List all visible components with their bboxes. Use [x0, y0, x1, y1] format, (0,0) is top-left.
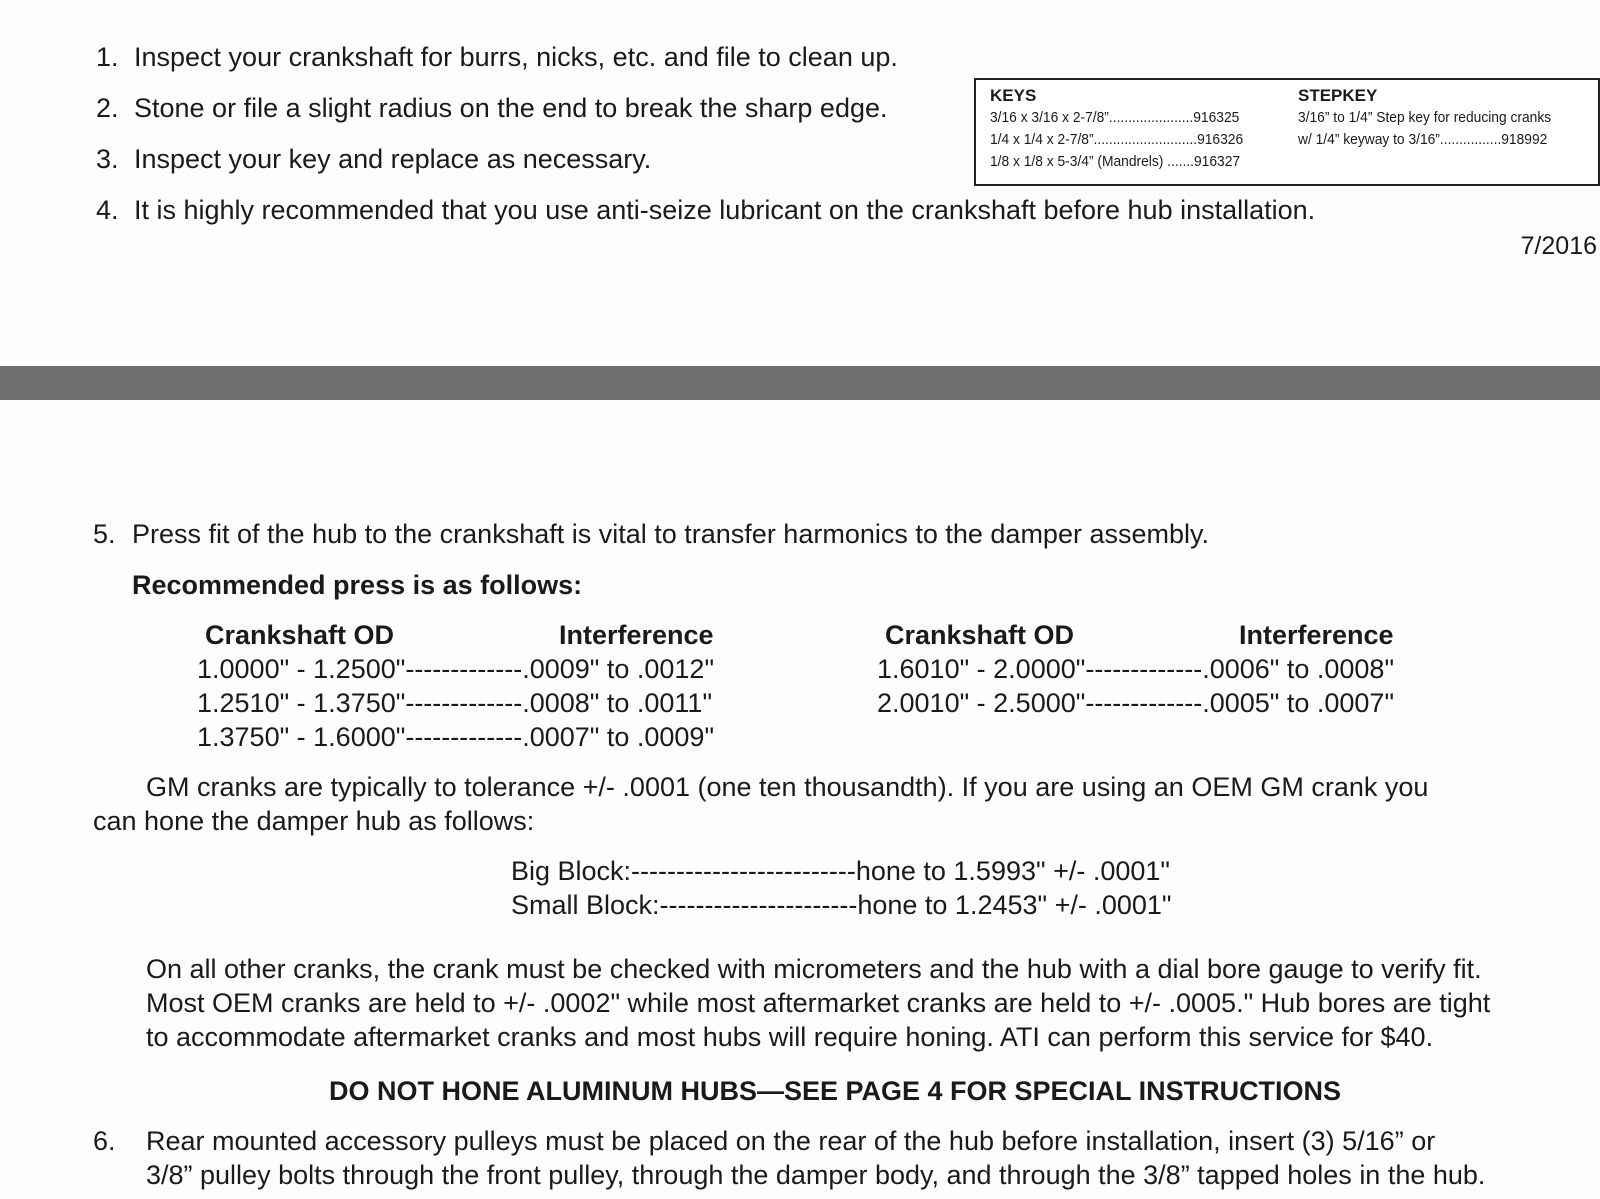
step-number: 2.: [96, 93, 119, 123]
column-header-interference: Interference: [1239, 620, 1394, 650]
step-text: Inspect your key and replace as necessary.: [134, 144, 652, 174]
key-part-row: 3/16 x 3/16 x 2-7/8”......................916325: [990, 109, 1240, 126]
step-number: 3.: [96, 144, 119, 174]
keys-part-box: [974, 78, 1600, 186]
paragraph-line: On all other cranks, the crank must be checked with micrometers and the hub with a dial bore gauge to verify fit.: [146, 954, 1482, 984]
press-table-row: 1.3750" - 1.6000"-------------.0007" to .0009": [197, 722, 715, 752]
page-separator: [0, 366, 1600, 400]
step-text: Stone or file a slight radius on the end to break the sharp edge.: [134, 93, 888, 123]
paragraph-line: GM cranks are typically to tolerance +/- .0001 (one ten thousandth). If you are using an OEM GM crank you: [146, 772, 1429, 802]
step-text: Inspect your crankshaft for burrs, nicks, etc. and file to clean up.: [134, 42, 898, 72]
step-text: Press fit of the hub to the crankshaft is vital to transfer harmonics to the damper assembly.: [132, 519, 1209, 549]
paragraph-line: can hone the damper hub as follows:: [93, 806, 535, 836]
revision-date: 7/2016: [1520, 232, 1597, 260]
press-heading: Recommended press is as follows:: [132, 570, 583, 600]
hone-spec-row: Big Block:-------------------------hone to 1.5993" +/- .0001": [511, 856, 1170, 886]
document-page-1[interactable]: [0, 0, 1600, 366]
step-text: It is highly recommended that you use anti-seize lubricant on the crankshaft before hub installation.: [134, 195, 1316, 225]
step-number: 5.: [93, 519, 116, 549]
paragraph-line: Most OEM cranks are held to +/- .0002" while most aftermarket cranks are held to +/- .0005." Hub bores are tight: [146, 988, 1491, 1018]
hone-spec-row: Small Block:----------------------hone to 1.2453" +/- .0001": [511, 890, 1172, 920]
press-table-row: 1.0000" - 1.2500"-------------.0009" to .0012": [197, 654, 715, 684]
key-part-row: 1/8 x 1/8 x 5-3/4” (Mandrels) .......916327: [990, 153, 1241, 170]
step-text: 3/8” pulley bolts through the front pulley, through the damper body, and through the 3/8” tapped holes in the hub.: [146, 1160, 1486, 1190]
step-number: 6.: [93, 1126, 116, 1156]
press-table-row: 2.0010" - 2.5000"-------------.0005" to .0007": [877, 688, 1395, 718]
column-header-od: Crankshaft OD: [885, 620, 1075, 650]
key-part-row: 1/4 x 1/4 x 2-7/8”...........................916326: [990, 131, 1244, 148]
keys-heading: KEYS: [990, 86, 1037, 105]
column-header-od: Crankshaft OD: [205, 620, 395, 650]
stepkey-heading: STEPKEY: [1298, 86, 1378, 105]
press-table-row: 1.6010" - 2.0000"-------------.0006" to .0008": [877, 654, 1395, 684]
step-number: 4.: [96, 195, 119, 225]
step-number: 1.: [96, 42, 119, 72]
document-page-2[interactable]: [0, 400, 1600, 1199]
stepkey-row: w/ 1/4” keyway to 3/16”................918992: [1298, 131, 1548, 148]
warning-heading: DO NOT HONE ALUMINUM HUBS—SEE PAGE 4 FOR SPECIAL INSTRUCTIONS: [329, 1076, 1342, 1106]
press-table-row: 1.2510" - 1.3750"-------------.0008" to .0011": [197, 688, 713, 718]
stepkey-row: 3/16” to 1/4” Step key for reducing cranks: [1298, 109, 1552, 126]
paragraph-line: to accommodate aftermarket cranks and most hubs will require honing. ATI can perform this service for $40.: [146, 1022, 1434, 1052]
column-header-interference: Interference: [559, 620, 714, 650]
step-text: Rear mounted accessory pulleys must be placed on the rear of the hub before installation, insert (3) 5/16” or: [146, 1126, 1436, 1156]
